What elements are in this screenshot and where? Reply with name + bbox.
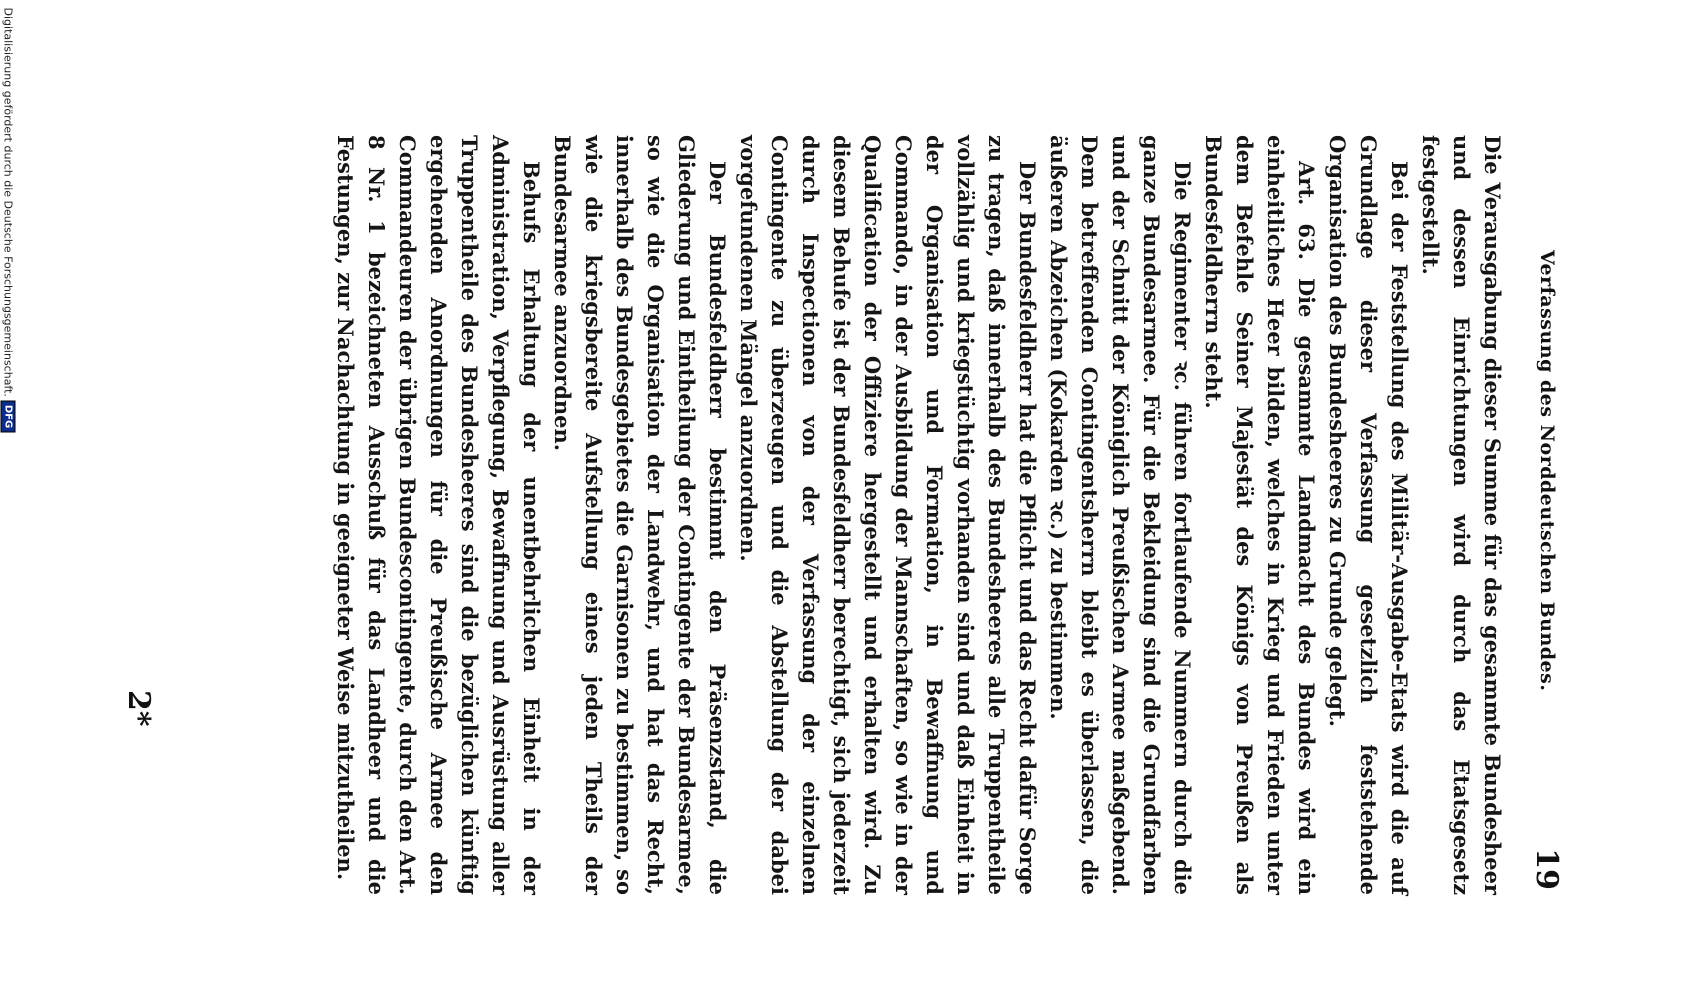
page-number: 19: [1529, 848, 1564, 890]
running-header: [1530, 130, 1564, 890]
paragraph: Art. 63. Die gesammte Landmacht des Bundes wird ein einheitliches Heer bilden, welches in Krieg und Frieden unter dem Befehle Seiner Majestät des Königs von Preußen als Bundesfeldherrn steht.: [1201, 135, 1319, 895]
paragraph: Die Verausgabung dieser Summe für das gesammte Bundesheer und dessen Einrichtungen wird durch das Etatsgesetz festgestellt.: [1418, 135, 1505, 895]
credit-text: Digitalisierung gefördert durch die Deutsche Forschungsgemeinschaft.: [1, 7, 15, 397]
dfg-logo: DFG: [1, 401, 16, 432]
paragraph: Bei der Feststellung des Militär-Ausgabe-Etats wird die auf Grundlage dieser Verfassung gesetzlich feststehende Organisation des Bundesheeres zu Grunde gelegt.: [1325, 135, 1412, 895]
body-text: [330, 135, 1508, 895]
paragraph: Der Bundesfeldherr bestimmt den Präsenzstand, die Gliederung und Eintheilung der Contingente der Bundesarmee, so wie die Organisation der Landwehr, und hat das Recht, innerhalb des Bundesgebietes die Garnisonen zu bestimmen, so wie die kriegsbereite Aufstellung eines jeden Theils der Bundesarmee anzuordnen.: [550, 135, 730, 895]
paragraph: Der Bundesfeldherr hat die Pflicht und das Recht dafür Sorge zu tragen, daß innerhalb des Bundesheeres alle Truppentheile vollzählig und kriegstüchtig vorhanden sind und daß Einheit in der Organisation und Formation, in Bewaffnung und Commando, in der Ausbildung der Mannschaften, so wie in der Qualification der Offiziere hergestellt und erhalten wird. Zu diesem Behufe ist der Bundesfeldherr berechtigt, sich jederzeit durch Inspectionen von der Verfassung der einzelnen Contingente zu überzeugen und die Abstellung der dabei vorgefundenen Mängel anzuordnen.: [736, 135, 1040, 895]
paragraph: Die Regimenter ꝛc. führen fortlaufende Nummern durch die ganze Bundesarmee. Für die Bekleidung sind die Grundfarben und der Schnitt der Königlich Preußischen Armee maßgebend. Dem betreffenden Contingentsherrn bleibt es überlassen, die äußeren Abzeichen (Kokarden ꝛc.) zu bestimmen.: [1046, 135, 1195, 895]
signature-mark: 2*: [121, 690, 156, 727]
header-title: Verfassung des Norddeutschen Bundes.: [1536, 250, 1558, 692]
paragraph: Behufs Erhaltung der unentbehrlichen Einheit in der Administration, Verpflegung, Bewaffnung und Ausrüstung aller Truppentheile des Bundesheeres sind die bezüglichen künftig ergehenden Anordnungen für die Preußische Armee den Commandeuren der übrigen Bundescontingente, durch den Art. 8 Nr. 1 bezeichneten Ausschuß für das Landheer und die Festungen, zur Nachachtung in geeigneter Weise mitzutheilen.: [333, 135, 544, 895]
